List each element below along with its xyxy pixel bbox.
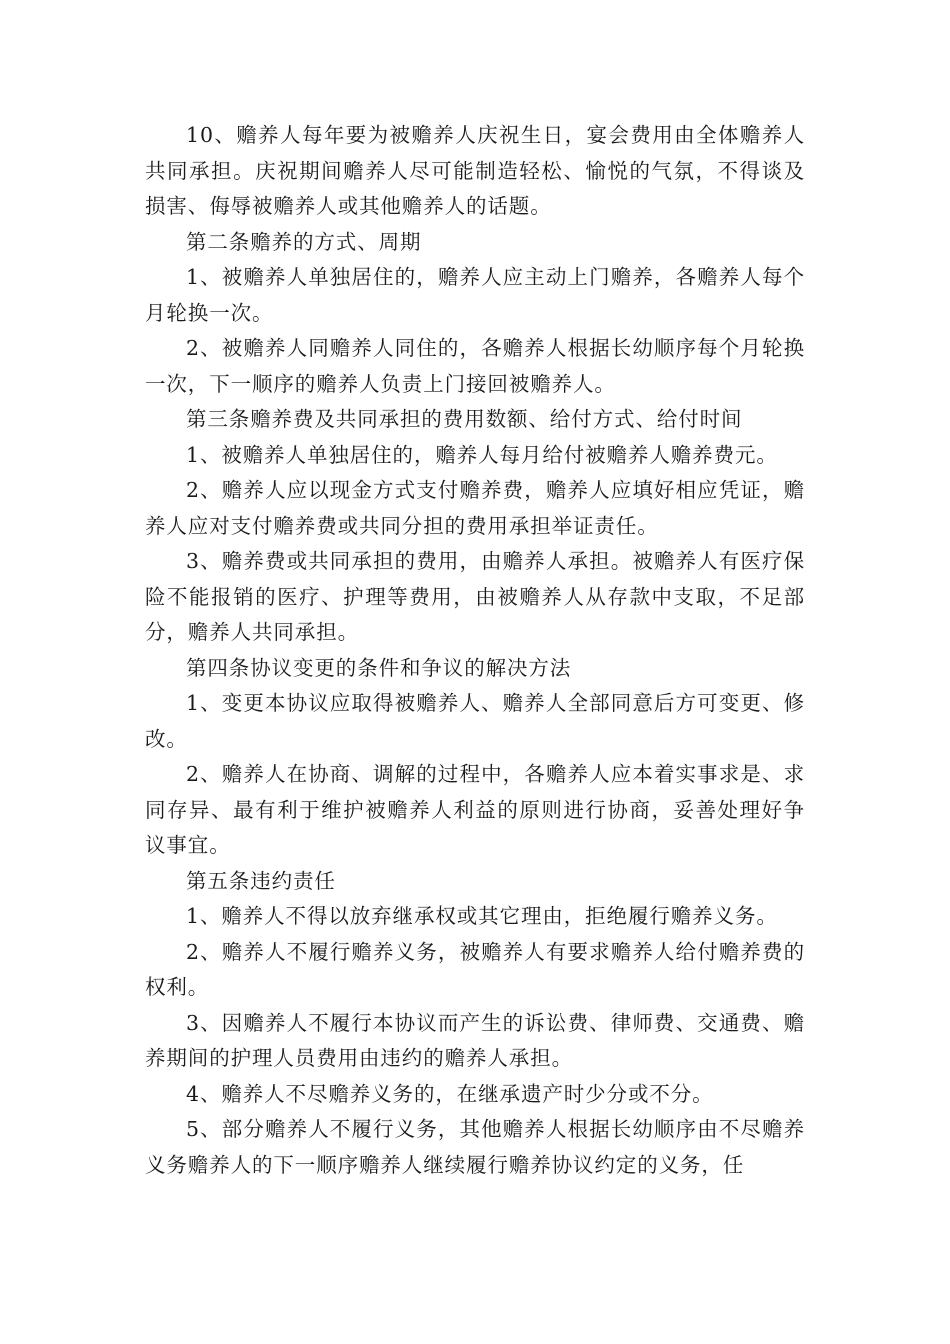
paragraph-article-4-item-2: 2、赡养人在协商、调解的过程中，各赡养人应本着实事求是、求同存异、最有利于维护被赡养人利益的原则进行协商，妥善处理好争议事宜。 bbox=[145, 762, 805, 857]
paragraph-article-5-item-3: 3、因赡养人不履行本协议而产生的诉讼费、律师费、交通费、赡养期间的护理人员费用由违约的赡养人承担。 bbox=[145, 1010, 805, 1070]
document-body bbox=[145, 118, 805, 1183]
paragraph-article-2-item-1: 1、被赡养人单独居住的，赡养人应主动上门赡养，各赡养人每个月轮换一次。 bbox=[145, 265, 805, 325]
section-heading-article-3: 第三条赡养费及共同承担的费用数额、给付方式、给付时间 bbox=[186, 407, 743, 431]
paragraph-article-5-item-1: 1、赡养人不得以放弃继承权或其它理由，拒绝履行赡养义务。 bbox=[186, 904, 778, 928]
paragraph-article-3-item-3: 3、赡养费或共同承担的费用，由赡养人承担。被赡养人有医疗保险不能报销的医疗、护理等费用，由被赡养人从存款中支取，不足部分，赡养人共同承担。 bbox=[145, 549, 805, 644]
section-heading-article-2: 第二条赡养的方式、周期 bbox=[186, 229, 422, 254]
paragraph-birthday-celebration: 10、赡养人每年要为被赡养人庆祝生日，宴会费用由全体赡养人共同承担。庆祝期间赡养人尽可能制造轻松、愉悦的气氛，不得谈及损害、侮辱被赡养人或其他赡养人的话题。 bbox=[145, 123, 805, 218]
paragraph-article-5-item-4: 4、赡养人不尽赡养义务的，在继承遗产时少分或不分。 bbox=[186, 1081, 714, 1106]
paragraph-article-4-item-1: 1、变更本协议应取得被赡养人、赡养人全部同意后方可变更、修改。 bbox=[145, 691, 805, 751]
paragraph-article-2-item-2: 2、被赡养人同赡养人同住的，各赡养人根据长幼顺序每个月轮换一次，下一顺序的赡养人负责上门接回被赡养人。 bbox=[145, 336, 805, 396]
paragraph-article-3-item-2: 2、赡养人应以现金方式支付赡养费，赡养人应填好相应凭证，赡养人应对支付赡养费或共同分担的费用承担举证责任。 bbox=[145, 478, 805, 538]
section-heading-article-5: 第五条违约责任 bbox=[186, 868, 336, 893]
paragraph-article-5-item-5: 5、部分赡养人不履行义务，其他赡养人根据长幼顺序由不尽赡养义务赡养人的下一顺序赡养人继续履行赡养协议约定的义务，任 bbox=[145, 1117, 805, 1177]
paragraph-article-5-item-2: 2、赡养人不履行赡养义务，被赡养人有要求赡养人给付赡养费的权利。 bbox=[145, 939, 805, 999]
paragraph-article-3-item-1: 1、被赡养人单独居住的，赡养人每月给付被赡养人赡养费元。 bbox=[186, 442, 778, 467]
section-heading-article-4: 第四条协议变更的条件和争议的解决方法 bbox=[186, 655, 572, 680]
